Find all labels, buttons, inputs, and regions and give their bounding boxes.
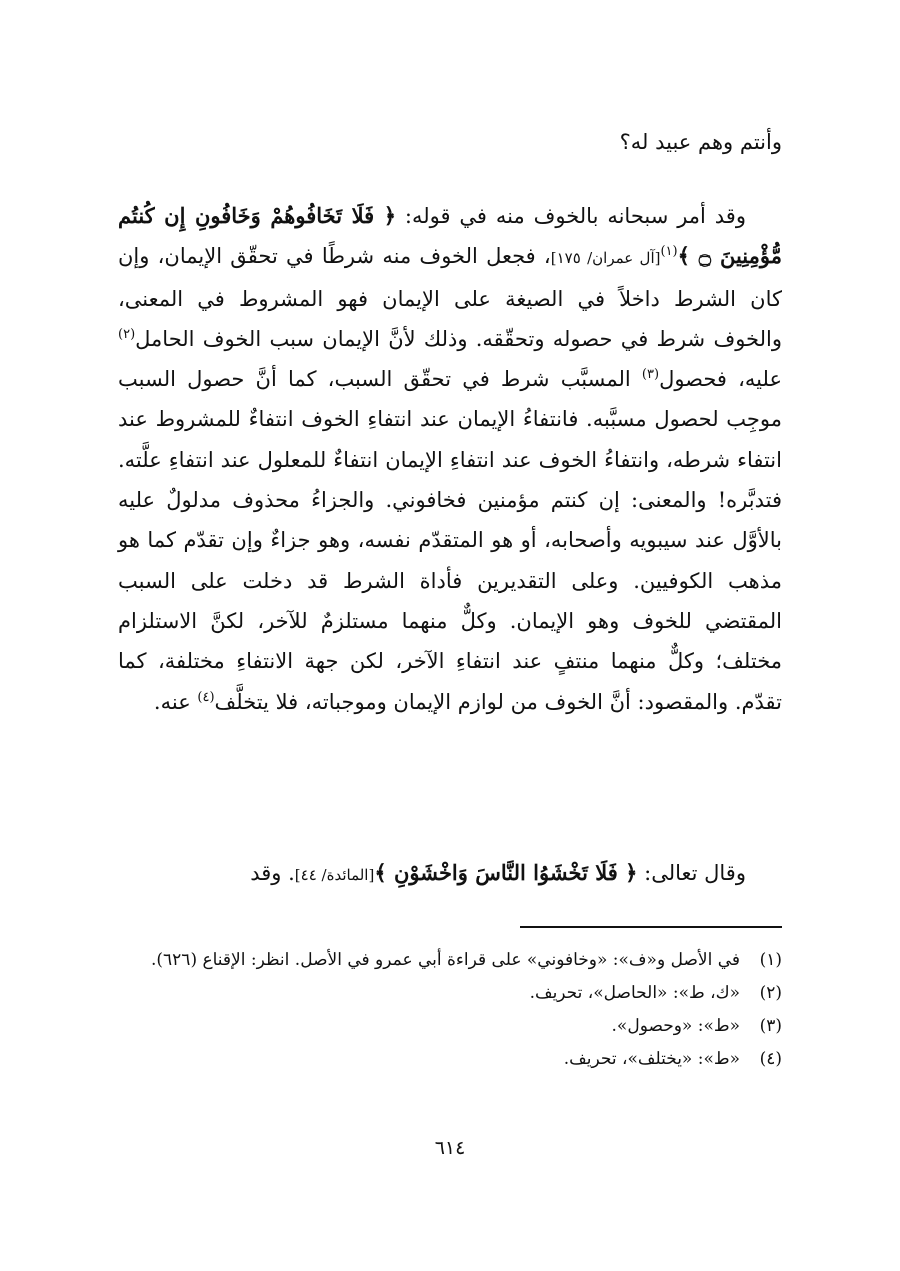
verse-reference-al-maida: [المائدة/ ٤٤]	[294, 866, 375, 884]
verse-reference-al-imran: [آل عمران/ ١٧٥]	[550, 249, 661, 268]
paragraph-1	[118, 122, 782, 162]
footnote-item	[118, 1043, 782, 1076]
paragraph-2-intro: وقد أمر سبحانه بالخوف منه في قوله:	[396, 204, 746, 228]
paragraph-3-intro: وقال تعالى:	[637, 861, 746, 885]
paragraph-2	[118, 196, 782, 722]
footnote-number: (١)	[759, 950, 782, 970]
footnote-number: (٤)	[759, 1049, 782, 1069]
footnote-marker-2: (٢)	[118, 326, 136, 342]
footnote-marker-3: (٣)	[641, 367, 660, 383]
footnote-text: «ط»: «وحصول».	[611, 1016, 740, 1036]
footnote-marker-4: (٤)	[197, 689, 215, 705]
quran-verse-al-imran: ﴿ فَلَا تَخَافُوهُمْ وَخَافُونِ إِن كُنتُم مُّؤْمِنِينَ ۝ ﴾	[118, 203, 782, 269]
footnote-number: (٣)	[759, 1016, 782, 1036]
footnote-text: في الأصل و«ف»: «وخافوني» على قراءة أبي عمرو في الأصل. انظر: الإقناع (٦٢٦).	[150, 950, 740, 970]
footnote-separator	[520, 926, 782, 928]
footnotes-list	[118, 944, 782, 1076]
quran-verse-al-maida: ﴿ فَلَا تَخْشَوُا النَّاسَ وَاخْشَوْنِ ﴾	[374, 860, 638, 885]
footnote-text: «ك، ط»: «الحاصل»، تحريف.	[529, 983, 740, 1003]
paragraph-2-part-c: المسبَّب شرط في تحقّق السبب، كما أنَّ حصول السبب موجِب لحصول مسبَّبه. فانتفاءُ الإيمان عند انتفاءِ الخوف انتفاءٌ للمشروط عند انتفاء شرطه، وانتفاءُ الخوف عند انتفاءِ الإيمان انتفاءٌ للمعلول عند انتفاءِ علَّته. فتدبَّره! والمعنى: إن كنتم مؤمنين فخافوني. والجزاءُ محذوف مدلولٌ عليه بالأوَّل عند سيبويه وأصحابه، أو هو المتقدّم نفسه، وهو جزاءٌ وإن تقدّم كما هو مذهب الكوفيين. وعلى التقديرين فأداة الشرط قد دخلت على السبب المقتضي للخوف وهو الإيمان. وكلٌّ منهما مستلزمٌ للآخر، لكنَّ الاستلزام مختلف؛ وكلٌّ منهما منتفٍ عند انتفاءِ الآخر، لكن جهة الانتفاءِ مختلفة، كما تقدّم. والمقصود: أنَّ الخوف من لوازم الإيمان وموجباته، فلا يتخلَّف	[118, 367, 782, 714]
footnote-text: «ط»: «يختلف»، تحريف.	[563, 1049, 740, 1069]
paragraph-2-part-b: عليه، فحصول	[659, 367, 782, 392]
paragraph-2-part-d: عنه.	[153, 689, 198, 714]
footnote-item	[118, 1010, 782, 1043]
paragraph-3	[118, 853, 782, 895]
footnote-item	[118, 977, 782, 1010]
paragraph-2-part-a: ، فجعل الخوف منه شرطًا في تحقّق الإيمان، وإن كان الشرط داخلاً في الصيغة على الإيمان فهو المشروط في المعنى، والخوف شرط في حصوله وتحقّقه. وذلك لأنَّ الإيمان سبب الخوف الحامل	[118, 244, 782, 351]
page-number: ٦١٤	[434, 1137, 466, 1159]
footnote-item	[118, 944, 782, 977]
footnote-number: (٢)	[759, 983, 782, 1003]
footnote-marker-1: (١)	[660, 244, 678, 260]
paragraph-1-text: وأنتم وهم عبيد له؟	[619, 130, 782, 154]
paragraph-3-outro: . وقد	[250, 861, 295, 885]
